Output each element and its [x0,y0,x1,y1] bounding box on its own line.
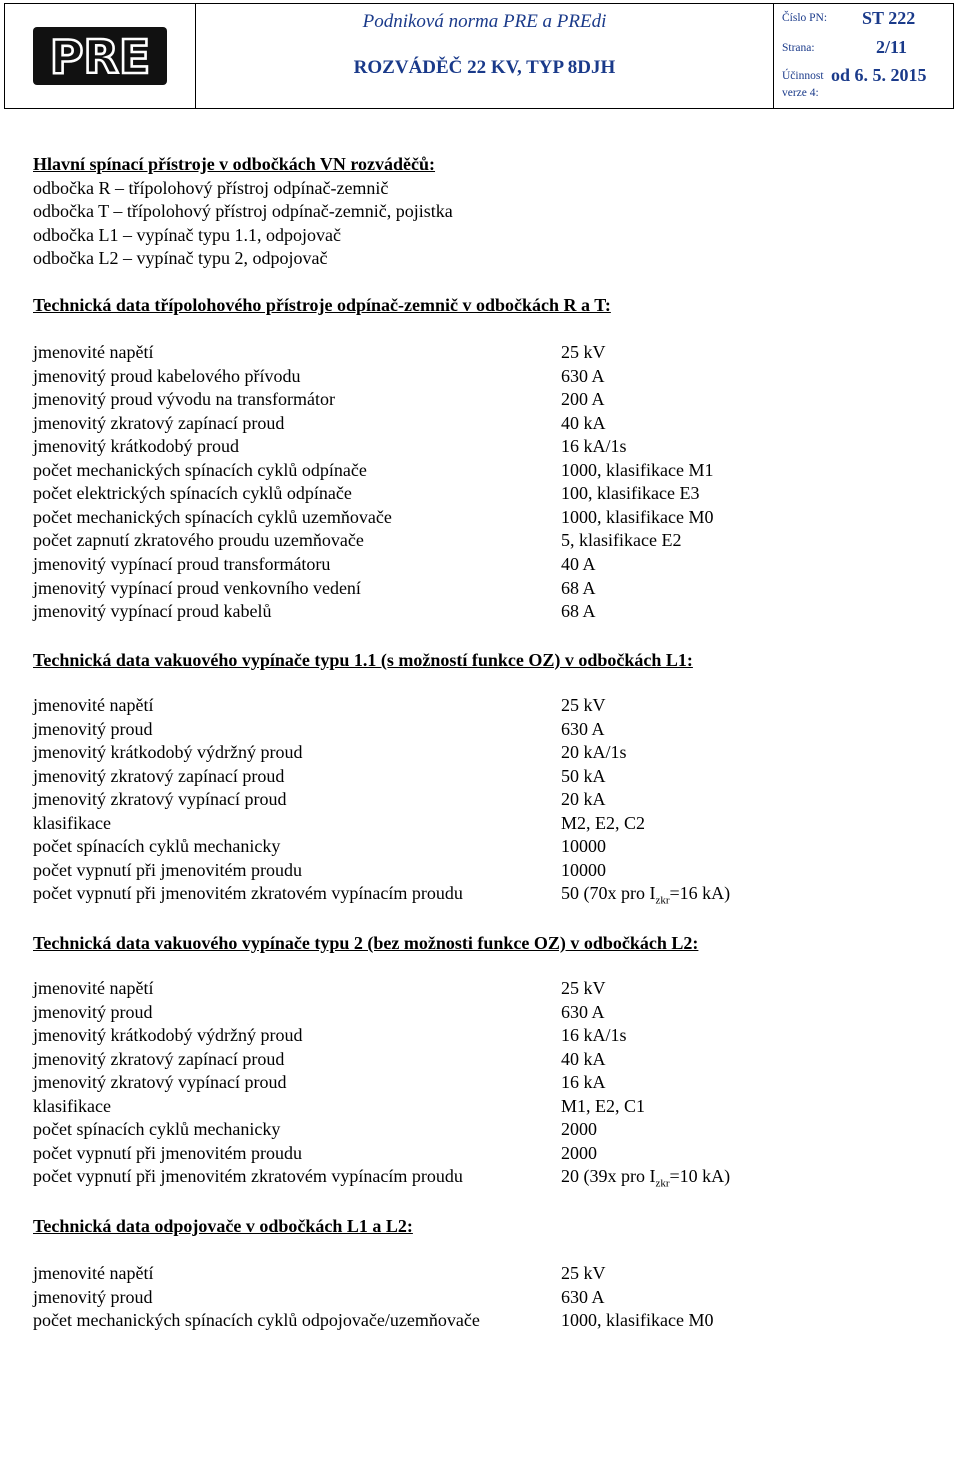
spec-value: 1000, klasifikace M1 [561,459,714,480]
spec-value: 20 kA [561,789,606,810]
spec-label: počet vypnutí při jmenovitém zkratovém vypínacím proudu [33,1166,463,1187]
intro-title: Hlavní spínací přístroje v odbočkách VN rozváděčů: [33,154,436,174]
spec-value: 1000, klasifikace M0 [561,506,714,527]
header-meta-cell [774,4,953,108]
spec-label: počet vypnutí při jmenovitém zkratovém vypínacím proudu [33,883,463,904]
intro-line: odbočka L2 – vypínač typu 2, odpojovač [33,248,328,268]
spec-value: 25 kV [561,1263,606,1283]
header-title-cell [196,4,774,108]
spec-label: jmenovitý zkratový zapínací proud [33,412,285,433]
spec-value-subscript: zkr [655,894,670,907]
spec-label: jmenovité napětí [33,342,154,362]
spec-label: jmenovitý vypínací proud kabelů [33,601,272,622]
intro-line: odbočka R – třípolohový přístroj odpínač-zemnič [33,178,389,198]
section-title: Technická data vakuového vypínače typu 1.1 (s možností funkce OZ) v odbočkách L1: [33,650,693,670]
spec-label: jmenovitý krátkodobý proud [33,436,239,457]
spec-value: 16 kA/1s [561,1025,627,1046]
spec-label: jmenovitý proud vývodu na transformátor [33,389,335,410]
spec-value-text: =10 kA) [669,1166,731,1187]
spec-label: počet elektrických spínacích cyklů odpínače [33,483,352,504]
spec-label: počet mechanických spínacích cyklů uzemňovače [33,506,392,527]
page-value: 2/11 [876,37,908,57]
section-title: Technická data vakuového vypínače typu 2 (bez možnosti funkce OZ) v odbočkách L2: [33,933,699,953]
spec-value: 1000, klasifikace M0 [561,1310,714,1330]
spec-value [561,1166,730,1190]
spec-label: jmenovité napětí [33,695,154,715]
spec-value: 25 kV [561,342,606,362]
spec-label: jmenovitý proud [33,1001,153,1022]
valid-value: od 6. 5. 2015 [831,65,927,85]
intro-line: odbočka L1 – vypínač typu 1.1, odpojovač [33,225,341,245]
spec-value: 200 A [561,389,605,410]
spec-label: jmenovitý vypínací proud venkovního vedení [33,577,361,598]
spec-label: jmenovitý vypínací proud transformátoru [33,553,331,574]
section-title: Technická data třípolohového přístroje odpínač-zemnič v odbočkách R a T: [33,295,611,315]
spec-label: počet mechanických spínacích cyklů odpojovače/uzemňovače [33,1310,480,1330]
spec-value: 16 kA [561,1072,606,1093]
spec-label: počet mechanických spínacích cyklů odpínače [33,459,367,480]
valid-label: Účinnost [782,70,824,82]
spec-value: 630 A [561,718,605,739]
spec-value: 50 kA [561,765,606,786]
spec-label: jmenovité napětí [33,1263,154,1283]
spec-label: jmenovitý proud [33,718,153,739]
spec-value: 40 A [561,553,596,574]
spec-label: jmenovitý zkratový vypínací proud [33,789,287,810]
spec-value: 2000 [561,1142,597,1163]
spec-label: jmenovitý proud kabelového přívodu [33,365,301,386]
spec-label: klasifikace [33,812,111,833]
spec-value: 25 kV [561,978,606,998]
norm-name: Podniková norma PRE a PREdi [362,11,607,32]
spec-label: jmenovitý zkratový zapínací proud [33,1048,285,1069]
spec-value: 68 A [561,577,596,598]
spec-value: 10000 [561,859,606,880]
spec-value-text: 20 (39x pro I [561,1166,656,1187]
spec-value: 100, klasifikace E3 [561,483,700,504]
spec-value: M1, E2, C1 [561,1095,646,1116]
intro-line: odbočka T – třípolohový přístroj odpínač-zemnič, pojistka [33,201,453,221]
spec-value: 40 kA [561,1048,606,1069]
spec-value: 40 kA [561,412,606,433]
spec-value: M2, E2, C2 [561,812,646,833]
spec-value: 25 kV [561,695,606,715]
spec-value: 68 A [561,601,596,622]
pn-value: ST 222 [862,8,916,28]
document-header [4,3,954,109]
spec-label: jmenovitý zkratový zapínací proud [33,765,285,786]
logo-text: PRE [49,30,151,84]
section-title: Technická data odpojovače v odbočkách L1 a L2: [33,1216,413,1236]
pn-label: Číslo PN: [782,12,828,24]
spec-label: počet spínacích cyklů mechanicky [33,836,281,857]
version-label: verze 4: [782,87,819,99]
spec-value: 20 kA/1s [561,742,627,763]
spec-label: jmenovitý zkratový vypínací proud [33,1072,287,1093]
spec-value: 2000 [561,1119,597,1140]
spec-label: jmenovitý krátkodobý výdržný proud [33,1025,303,1046]
spec-value-subscript: zkr [655,1177,670,1190]
spec-value: 10000 [561,836,606,857]
spec-label: jmenovitý krátkodobý výdržný proud [33,742,303,763]
spec-value-text: =16 kA) [669,883,731,904]
spec-label: počet spínacích cyklů mechanicky [33,1119,281,1140]
spec-label: počet vypnutí při jmenovitém proudu [33,859,302,880]
spec-value: 630 A [561,365,605,386]
spec-value: 630 A [561,1286,605,1307]
spec-value: 16 kA/1s [561,436,627,457]
document-title: ROZVÁDĚČ 22 KV, TYP 8DJH [353,57,616,78]
spec-label: počet vypnutí při jmenovitém proudu [33,1142,302,1163]
logo-cell [5,4,196,108]
spec-value [561,883,730,907]
page-label: Strana: [782,42,815,54]
spec-value: 630 A [561,1001,605,1022]
pre-logo-icon [33,27,167,85]
spec-label: jmenovité napětí [33,978,154,998]
spec-label: jmenovitý proud [33,1286,153,1307]
spec-label: počet zapnutí zkratového proudu uzemňovače [33,530,364,551]
spec-value: 5, klasifikace E2 [561,530,682,551]
spec-label: klasifikace [33,1095,111,1116]
spec-value-text: 50 (70x pro I [561,883,656,904]
